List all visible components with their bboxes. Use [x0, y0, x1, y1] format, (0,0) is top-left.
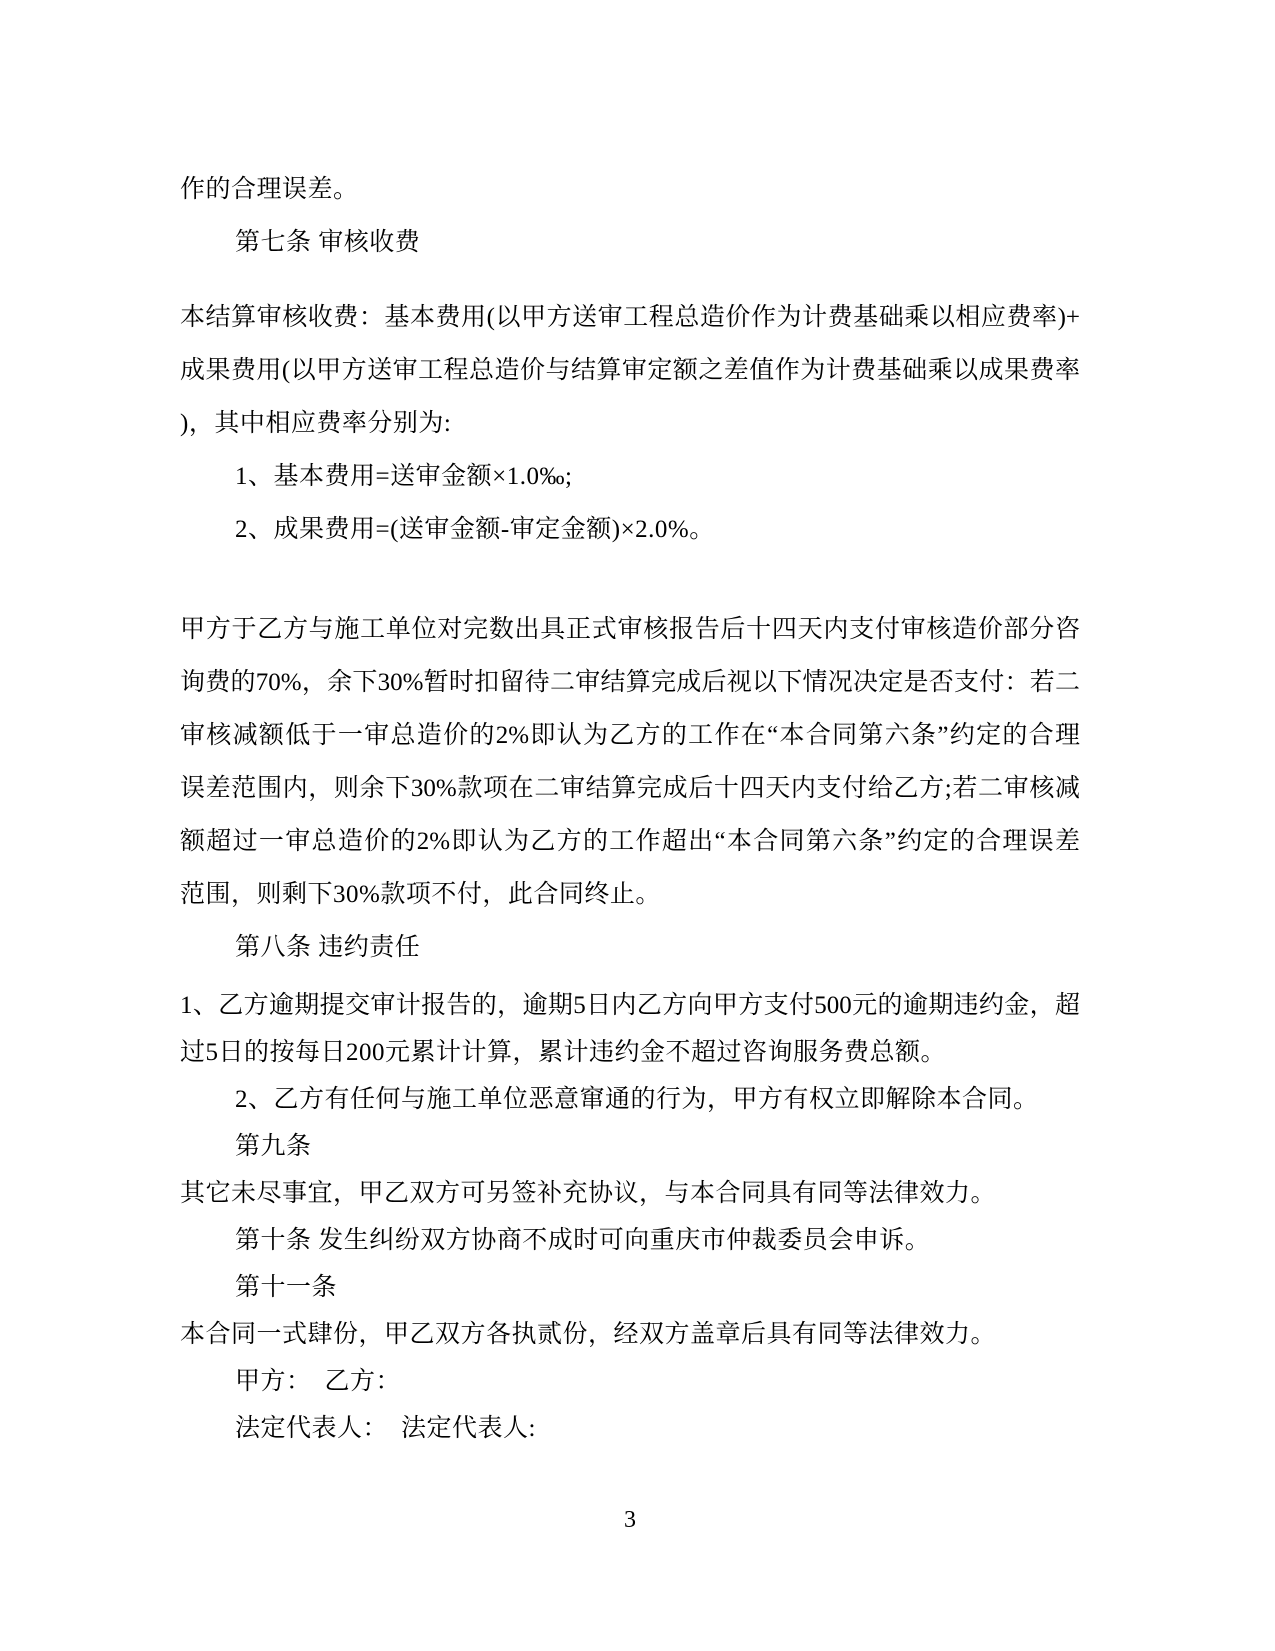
body-line-payment-1: 甲方于乙方与施工单位对完数出具正式审核报告后十四天内支付审核造价部分咨: [180, 616, 1080, 643]
body-line-carryover: 作的合理误差。: [180, 176, 359, 203]
signature-legal-rep-line: 法定代表人： 法定代表人:: [235, 1415, 536, 1442]
body-line-penalty-2: 过5日的按每日200元累计计算，累计违约金不超过咨询服务费总额。: [180, 1039, 947, 1066]
list-item-basic-fee: 1、基本费用=送审金额×1.0‰;: [235, 463, 573, 490]
body-line-copies: 本合同一式肆份，甲乙双方各执贰份，经双方盖章后具有同等法律效力。: [180, 1321, 997, 1348]
page-number: 3: [624, 1507, 636, 1533]
body-line-payment-5: 额超过一审总造价的2%即认为乙方的工作超出“本合同第六条”约定的合理误差: [180, 828, 1080, 855]
clause-heading-7: 第七条 审核收费: [235, 229, 421, 256]
body-line-fee-basis-3: )，其中相应费率分别为:: [180, 410, 452, 437]
body-line-payment-2: 询费的70%，余下30%暂时扣留待二审结算完成后视以下情况决定是否支付：若二: [180, 669, 1080, 696]
list-item-result-fee: 2、成果费用=(送审金额-审定金额)×2.0%。: [235, 516, 715, 543]
clause-heading-8: 第八条 违约责任: [235, 934, 421, 961]
clause-heading-10: 第十条 发生纠纷双方协商不成时可向重庆市仲裁委员会申诉。: [235, 1227, 931, 1254]
clause-heading-9: 第九条: [235, 1133, 312, 1160]
body-line-fee-basis-1: 本结算审核收费：基本费用(以甲方送审工程总造价作为计费基础乘以相应费率)+: [180, 304, 1080, 331]
blank-line: [180, 269, 1080, 291]
body-line-fee-basis-2: 成果费用(以甲方送审工程总造价与结算审定额之差值作为计费基础乘以成果费率: [180, 357, 1080, 384]
signature-party-line: 甲方： 乙方：: [235, 1368, 402, 1395]
list-item-collusion: 2、乙方有任何与施工单位恶意窜通的行为，甲方有权立即解除本合同。: [235, 1086, 1039, 1113]
contract-body: [180, 163, 1080, 1452]
blank-line: [180, 974, 1080, 982]
clause-heading-11: 第十一条: [235, 1274, 338, 1301]
body-line-payment-4: 误差范围内，则余下30%款项在二审结算完成后十四天内支付给乙方;若二审核减: [180, 775, 1080, 802]
body-line-penalty-1: 1、乙方逾期提交审计报告的，逾期5日内乙方向甲方支付500元的逾期违约金，超: [180, 992, 1080, 1019]
body-line-payment-6: 范围，则剩下30%款项不付，此合同终止。: [180, 881, 661, 908]
blank-line: [180, 556, 1080, 603]
body-line-supplement: 其它未尽事宜，甲乙双方可另签补充协议，与本合同具有同等法律效力。: [180, 1180, 997, 1207]
body-line-payment-3: 审核减额低于一审总造价的2%即认为乙方的工作在“本合同第六条”约定的合理: [180, 722, 1080, 749]
